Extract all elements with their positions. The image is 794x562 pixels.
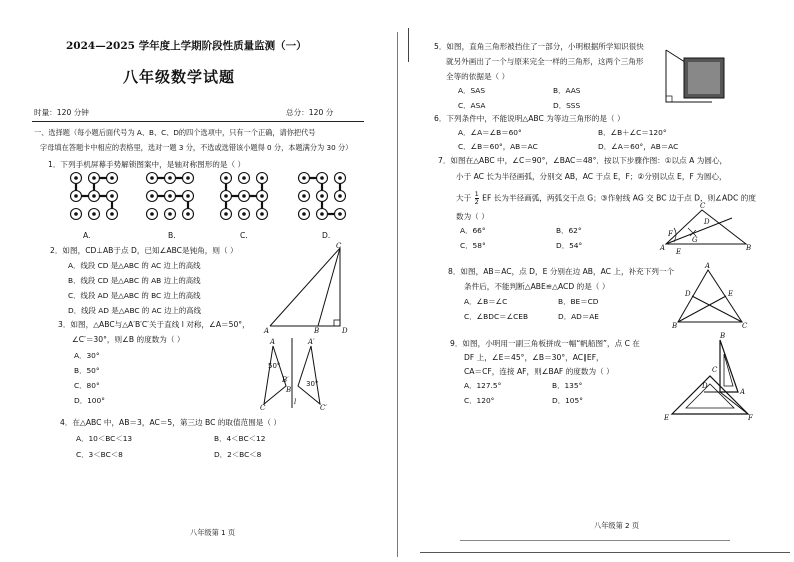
q1-label-b: B.	[168, 231, 176, 240]
q7-fig-label-g: G	[692, 236, 698, 244]
section-heading: 一、选择题（每小题后面代号为 A、B、C、D的四个选项中，只有一个正确，请你把代号	[34, 128, 316, 137]
q6-stem: 6．下列条件中，不能说明△ABC 为等边三角形的是（ ）	[434, 114, 625, 123]
q5-option-a: A．SAS	[458, 86, 486, 95]
q4-option-d: D．2＜BC＜8	[214, 450, 262, 459]
q7-fig-label-b: B	[746, 244, 752, 252]
q3-stem-line2: ∠C′＝30°，则∠B 的度数为（ ）	[72, 335, 185, 344]
q7-option-d: D．54°	[556, 241, 583, 250]
q7-fraction	[475, 191, 479, 206]
q2-option-d: D．线段 AD 是△ABC 的 AC 边上的高线	[68, 306, 202, 315]
q8-option-d: D．AD＝AE	[558, 312, 599, 321]
q8-triangle-figure	[670, 262, 754, 330]
q3-fig-label-c-prime: C′	[320, 404, 327, 412]
q8-fig-label-d: D	[685, 290, 691, 298]
q3-fig-label-l: l	[294, 398, 297, 406]
q9-stem-line1: 9．如图，小明用一副三角板拼成一幅“帆船图”，点 C 在	[450, 339, 640, 348]
q3-symmetry-figure	[256, 338, 356, 410]
q5-option-d: D．SSS	[553, 101, 581, 110]
q7-fig-label-c: C	[700, 202, 706, 210]
q3-fig-label-a: A	[270, 338, 276, 346]
scan-gutter-line	[397, 32, 398, 557]
exam-time: 时量：120 分钟	[34, 108, 89, 117]
q6-option-a: A．∠A＝∠B＝60°	[458, 128, 522, 137]
exam-subtitle: 八年级数学试题	[123, 68, 236, 86]
q4-option-c: C．3＜BC＜8	[76, 450, 123, 459]
q2-option-c: C．线段 AD 是△ABC 的 BC 边上的高线	[68, 291, 201, 300]
q2-fig-label-a: A	[264, 327, 270, 335]
q3-option-b: B．50°	[74, 366, 100, 375]
header-divider	[32, 121, 364, 122]
q3-option-d: D．100°	[74, 396, 105, 405]
q5-stem-line1: 5．如图，直角三角形被挡住了一部分，小明根据所学知识很快	[434, 42, 644, 51]
q5-blocked-triangle-figure	[662, 46, 730, 106]
q1-label-d: D.	[322, 231, 331, 240]
q7-stem-line2: 小于 AC 长为半径画弧，分别交 AB，AC 于点 E，F；②分别以点 E，F 为圆心，	[456, 172, 727, 181]
section-instructions: 字母填在答题卡中相应的表格里，选对一题 3 分，不选或选错该小题得 0 分，本题满分为 30 分）	[40, 143, 353, 152]
q8-stem-line1: 8．如图，AB＝AC，点 D，E 分别在边 AB，AC 上，补充下列一个	[448, 267, 675, 276]
q9-option-c: C．120°	[464, 396, 495, 405]
q3-fig-label-b-prime: B′	[282, 376, 289, 384]
q9-fig-label-f: F	[748, 414, 753, 422]
q4-stem: 4．在△ABC 中，AB＝3，AC＝5，第三边 BC 的取值范围是（ ）	[60, 418, 281, 427]
q9-option-a: A．127.5°	[464, 381, 502, 390]
q8-option-c: C．∠BDC＝∠CEB	[464, 312, 529, 321]
page-1-footer: 八年级第 1 页	[190, 528, 236, 537]
q9-option-b: B．135°	[552, 381, 583, 390]
q1-label-a: A.	[83, 231, 91, 240]
q2-triangle-figure	[262, 240, 354, 336]
q7-option-c: C．58°	[460, 241, 486, 250]
q8-fig-label-e: E	[728, 290, 734, 298]
q2-fig-label-c: C	[336, 242, 342, 250]
q6-option-c: C．∠B＝60°，AB＝AC	[458, 142, 538, 151]
q8-option-b: B．BE＝CD	[558, 297, 599, 306]
q7-fig-label-e: E	[676, 248, 682, 256]
q2-fig-label-b: B	[314, 327, 320, 335]
scan-edge-mark	[408, 28, 409, 62]
q7-option-b: B．62°	[556, 226, 582, 235]
q7-stem-line1: 7．如图在△ABC 中，∠C＝90°，∠BAC＝48°．按以下步骤作图：①以点 A 为圆心，	[438, 156, 728, 165]
q9-fig-label-a: A	[740, 388, 746, 396]
q1-pattern-a	[71, 173, 118, 220]
scan-bottom-line	[460, 540, 730, 541]
q9-stem-line2: DF 上，∠E＝45°，∠B＝30°，AC∥EF，	[464, 353, 604, 362]
q7-fraction-denominator: 2	[474, 198, 479, 206]
q7-fig-label-f: F	[668, 230, 673, 238]
q6-option-b: B．∠B＋∠C＝120°	[598, 128, 667, 137]
q2-option-b: B．线段 CD 是△ABC 的 AB 边上的高线	[68, 276, 201, 285]
q4-option-b: B．4＜BC＜12	[214, 434, 266, 443]
q7-fraction-numerator: 1	[474, 190, 479, 198]
q2-stem: 2．如图，CD⊥AB于点 D，已知∠ABC是钝角，则（ ）	[50, 246, 238, 255]
q9-fig-label-e: E	[664, 414, 670, 422]
q9-stem-line3: CA＝CF，连接 AF，则∠BAF 的度数为（ ）	[464, 367, 614, 376]
page-2-footer: 八年级第 2 页	[594, 521, 640, 530]
q5-option-c: C．ASA	[458, 101, 486, 110]
scan-bottom-edge	[420, 552, 790, 553]
q2-fig-label-d: D	[342, 327, 348, 335]
q7-stem-prefix: 大于	[456, 193, 472, 203]
q3-fig-angle-50: 50°	[268, 362, 281, 370]
q9-fig-label-d: D	[702, 382, 708, 390]
q1-unlock-patterns	[68, 172, 358, 230]
q9-fig-label-c: C	[712, 366, 718, 374]
q8-fig-label-b: B	[672, 322, 678, 330]
exam-page-2	[400, 0, 794, 562]
q3-option-c: C．80°	[74, 381, 100, 390]
q4-option-a: A．10＜BC＜13	[76, 434, 133, 443]
q8-fig-label-c: C	[742, 322, 748, 330]
q7-stem-line4: 数为（ ）	[456, 212, 489, 221]
q1-pattern-d	[299, 173, 346, 220]
q3-stem-line1: 3．如图，△ABC与△A′B′C′关于直线 l 对称，∠A＝50°，	[58, 320, 250, 329]
q7-stem-suffix: EF 长为半径画弧，两弧交于点 G；③作射线 AG 交 BC 边于点 D，则∠ADC 的度	[482, 193, 756, 203]
q6-option-d: D．∠A＝60°，AB＝AC	[598, 142, 679, 151]
q1-stem: 1．下列手机屏幕手势解锁图案中，是轴对称图形的是（ ）	[48, 160, 246, 169]
q5-option-b: B．AAS	[553, 86, 581, 95]
q3-fig-label-a-prime: A′	[308, 338, 315, 346]
q9-sailboat-figure	[664, 334, 760, 420]
q3-option-a: A．30°	[74, 351, 100, 360]
q7-fig-label-d: D	[704, 218, 710, 226]
q7-fig-label-a: A	[660, 244, 666, 252]
q7-triangle-figure	[660, 200, 756, 256]
q3-fig-angle-30: 30°	[306, 380, 319, 388]
q9-option-d: D．105°	[552, 396, 583, 405]
q7-option-a: A．66°	[460, 226, 486, 235]
q8-fig-label-a: A	[705, 262, 711, 270]
exam-page-1	[0, 0, 395, 562]
q1-pattern-c	[221, 173, 268, 220]
q8-option-a: A．∠B＝∠C	[464, 297, 508, 306]
q5-stem-line3: 全等的依据是（ ）	[446, 72, 510, 81]
q3-fig-label-c: C	[260, 404, 266, 412]
q2-option-a: A．线段 CD 是△ABC 的 AC 边上的高线	[68, 261, 201, 270]
q8-stem-line2: 条件后，不能判断△ABE≌△ACD 的是（ ）	[464, 282, 610, 291]
exam-total-score: 总分：120 分	[286, 108, 334, 117]
q1-pattern-b	[147, 173, 194, 220]
exam-title: 2024—2025 学年度上学期阶段性质量监测（一）	[66, 40, 307, 52]
q1-label-c: C.	[240, 231, 248, 240]
q3-fig-label-b: B	[286, 386, 292, 394]
q5-stem-line2: 就另外画出了一个与原来完全一样的三角形，这两个三角形	[446, 57, 644, 66]
q9-fig-label-b: B	[720, 332, 726, 340]
